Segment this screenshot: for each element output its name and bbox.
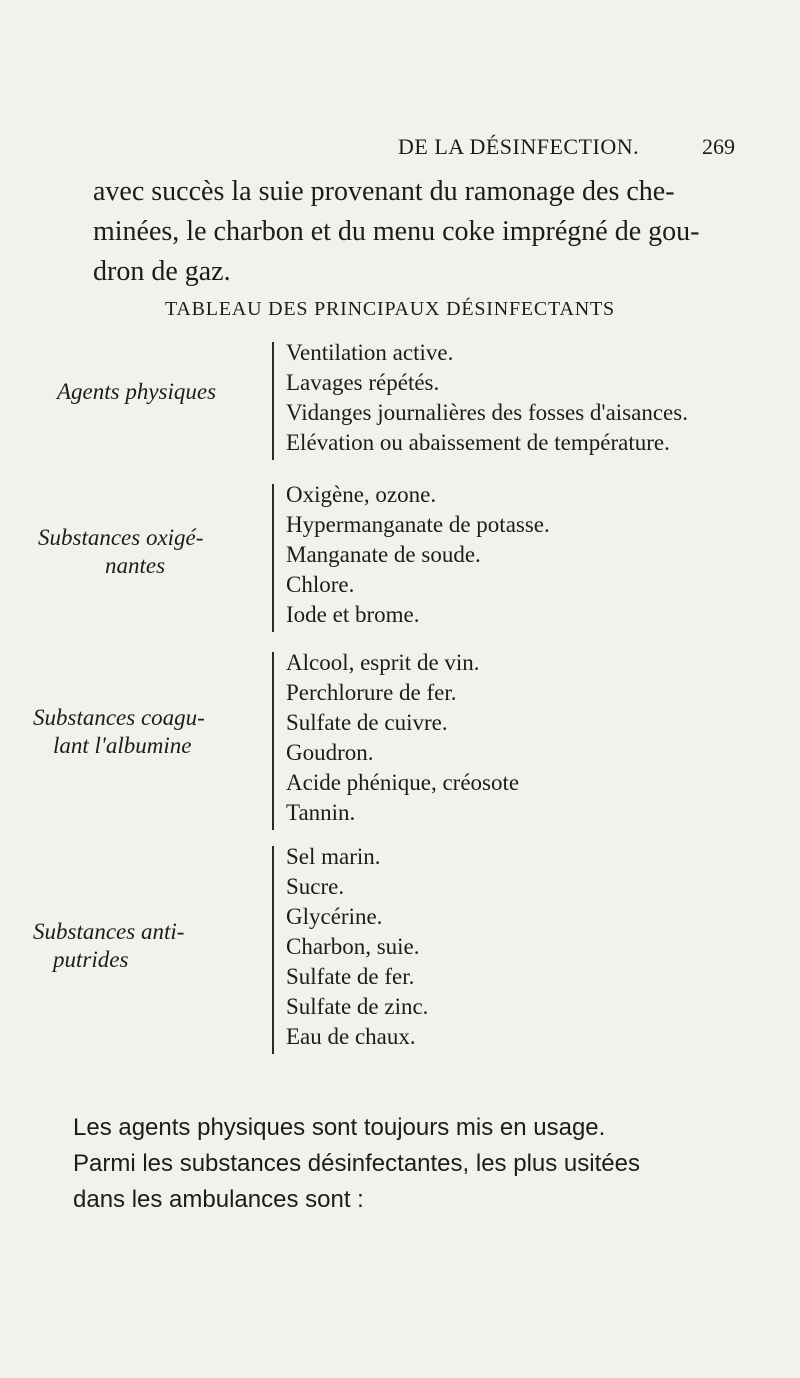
item-list (286, 842, 428, 1052)
list-item: Oxigène, ozone. (286, 482, 437, 507)
category-line: nantes (105, 553, 166, 578)
list-item: Vidanges journalières des fosses d'aisances. (286, 400, 688, 425)
category-label (57, 378, 216, 406)
brace (272, 342, 274, 460)
list-item: Sulfate de fer. (286, 964, 415, 989)
category-line: Substances coagu- (33, 705, 205, 730)
category-line: Agents physiques (57, 379, 217, 404)
list-item: Chlore. (286, 572, 355, 597)
list-item: Sel marin. (286, 844, 381, 869)
item-list (286, 480, 550, 630)
list-item: Goudron. (286, 740, 374, 765)
category-label (38, 524, 203, 580)
item-list (286, 648, 519, 828)
list-item: Charbon, suie. (286, 934, 420, 959)
list-item: Glycérine. (286, 904, 383, 929)
category-label (33, 918, 184, 974)
intro-line: minées, le charbon et du menu coke imprégné de gou- (93, 216, 700, 247)
conclusion-line: Parmi les substances désinfectantes, les plus usitées (73, 1150, 640, 1177)
conclusion-paragraph (73, 1110, 713, 1218)
category-label (33, 704, 205, 760)
list-item: Elévation ou abaissement de température. (286, 430, 670, 455)
list-item: Eau de chaux. (286, 1024, 416, 1049)
list-item: Perchlorure de fer. (286, 680, 457, 705)
list-item: Sucre. (286, 874, 345, 899)
list-item: Ventilation active. (286, 340, 454, 365)
conclusion-line: Les agents physiques sont toujours mis en usage. (73, 1114, 606, 1141)
table-title: TABLEAU DES PRINCIPAUX DÉSINFECTANTS (165, 298, 615, 320)
list-item: Tannin. (286, 800, 356, 825)
category-line: putrides (53, 947, 129, 972)
intro-line: dron de gaz. (93, 256, 231, 287)
conclusion-line: dans les ambulances sont : (73, 1186, 364, 1213)
category-line: Substances oxigé- (38, 525, 204, 550)
list-item: Sulfate de cuivre. (286, 710, 448, 735)
list-item: Manganate de soude. (286, 542, 481, 567)
category-line: Substances anti- (33, 919, 185, 944)
running-head: DE LA DÉSINFECTION. (398, 134, 640, 159)
list-item: Acide phénique, créosote (286, 770, 520, 795)
list-item: Lavages répétés. (286, 370, 440, 395)
category-line: lant l'albumine (53, 733, 192, 758)
list-item: Iode et brome. (286, 602, 420, 627)
list-item: Alcool, esprit de vin. (286, 650, 480, 675)
item-list (286, 338, 688, 458)
list-item: Sulfate de zinc. (286, 994, 429, 1019)
brace (272, 846, 274, 1054)
list-item: Hypermanganate de potasse. (286, 512, 550, 537)
intro-paragraph (93, 172, 713, 292)
intro-line: avec succès la suie provenant du ramonage des che- (93, 176, 675, 207)
brace (272, 652, 274, 830)
page-number: 269 (702, 134, 735, 159)
brace (272, 484, 274, 632)
